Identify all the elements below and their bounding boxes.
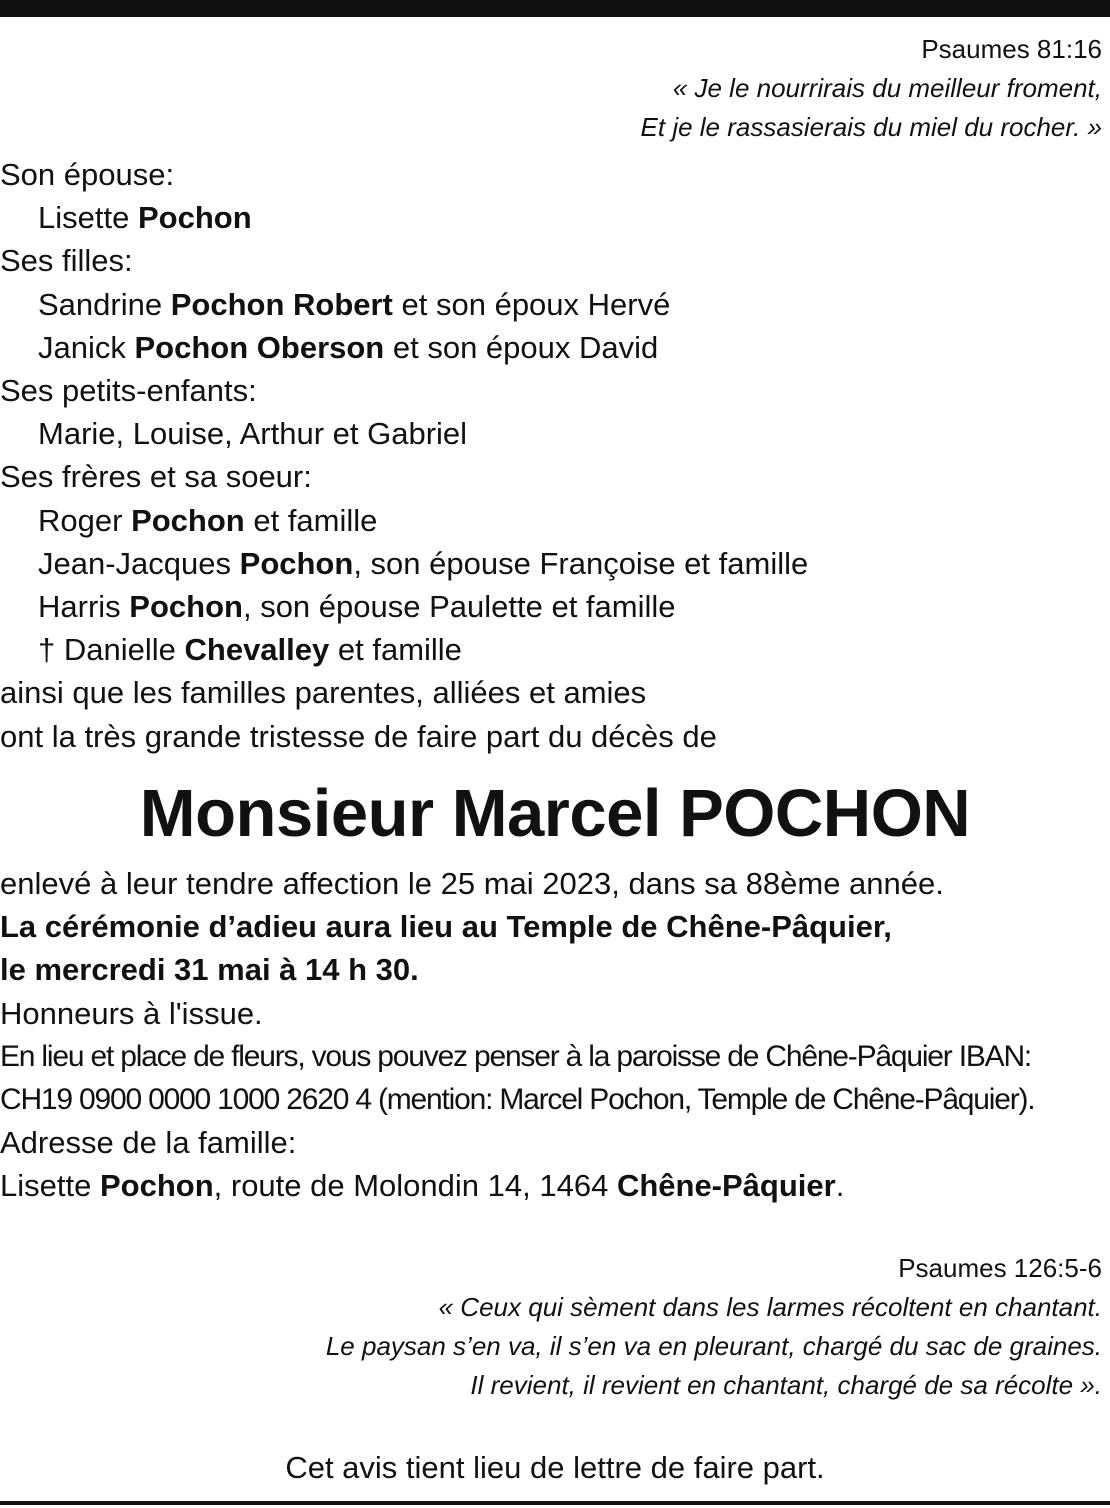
closing-psalm-quote [326, 1249, 1102, 1405]
entry-rest: et famille [329, 632, 462, 668]
family-list [0, 153, 1110, 758]
last-name: Pochon Robert [170, 286, 393, 322]
sibling-entry [0, 628, 1110, 671]
last-name: Pochon Oberson [134, 329, 385, 365]
footer-note: Cet avis tient lieu de lettre de faire part. [285, 1450, 825, 1485]
ceremony-details [0, 862, 1110, 1208]
daughters-heading: Ses filles: [0, 243, 133, 279]
first-name: Harris [38, 589, 121, 625]
last-name: Chevalley [184, 632, 330, 668]
psalm-reference: Psaumes 126:5-6 [898, 1253, 1102, 1283]
first-name: Roger [38, 502, 123, 538]
spouse-entry [0, 196, 1110, 239]
entry-rest: et son époux Hervé [401, 286, 671, 322]
last-name: Pochon [131, 502, 245, 538]
first-name: Sandrine [38, 286, 163, 322]
honours-line: Honneurs à l'issue. [0, 995, 263, 1031]
last-name: Pochon [137, 200, 252, 236]
entry-rest: , son épouse Paulette et famille [242, 589, 676, 625]
psalm-line: « Je le nourrirais du meilleur froment, [672, 73, 1102, 103]
address-heading: Adresse de la famille: [0, 1125, 297, 1161]
ceremony-date-line: le mercredi 31 mai à 14 h 30. [0, 952, 419, 988]
sibling-entry [0, 499, 1110, 542]
entry-rest: et son époux David [392, 329, 659, 365]
sibling-entry [0, 585, 1110, 628]
donation-line: En lieu et place de fleurs, vous pouvez penser à la paroisse de Chêne-Pâquier IBAN: [0, 1039, 1032, 1073]
punctuation: . [835, 1168, 845, 1204]
spouse-heading: Son épouse: [0, 157, 175, 192]
last-name: Pochon [239, 545, 354, 581]
address-line [0, 1164, 1110, 1207]
bottom-rule [0, 1501, 1110, 1505]
first-name: † Danielle [38, 632, 176, 668]
street: , route de Molondin 14, 1464 [213, 1168, 617, 1204]
ceremony-line: La cérémonie d’adieu aura lieu au Temple de Chêne-Pâquier, [0, 909, 892, 945]
grandchildren-heading: Ses petits-enfants: [0, 373, 257, 409]
donation-iban-line: CH19 0900 0000 1000 2620 4 (mention: Marcel Pochon, Temple de Chêne-Pâquier). [0, 1083, 1035, 1117]
town: Chêne-Pâquier [616, 1168, 836, 1204]
opening-psalm-quote [641, 30, 1102, 147]
entry-rest: , son épouse Françoise et famille [353, 545, 809, 581]
grandchildren-entry: Marie, Louise, Arthur et Gabriel [38, 416, 468, 452]
psalm-line: Et je le rassasierais du miel du rocher. » [640, 112, 1102, 142]
last-name: Pochon [99, 1168, 214, 1204]
sibling-entry [0, 542, 1110, 585]
announcement-line: ont la très grande tristesse de faire part du décès de [0, 718, 717, 754]
first-name: Janick [38, 329, 126, 365]
psalm-line: Il revient, il revient en chantant, chargé de sa récolte ». [470, 1370, 1102, 1400]
deceased-name: Monsieur Marcel POCHON [139, 776, 971, 851]
first-name: Jean-Jacques [38, 545, 232, 581]
entry-rest: et famille [244, 502, 378, 538]
first-name: Lisette [0, 1168, 92, 1204]
daughter-entry [0, 283, 1110, 326]
passing-line: enlevé à leur tendre affection le 25 mai 2023, dans sa 88ème année. [0, 866, 944, 901]
daughter-entry [0, 326, 1110, 369]
psalm-line: Le paysan s’en va, il s’en va en pleurant, chargé du sac de graines. [325, 1331, 1102, 1361]
first-name: Lisette [38, 200, 130, 236]
relatives-line: ainsi que les familles parentes, alliées et amies [0, 675, 647, 711]
last-name: Pochon [129, 589, 243, 625]
siblings-heading: Ses frères et sa soeur: [0, 459, 312, 495]
top-rule [0, 0, 1110, 17]
psalm-reference: Psaumes 81:16 [921, 34, 1102, 64]
psalm-line: « Ceux qui sèment dans les larmes récoltent en chantant. [438, 1292, 1102, 1322]
